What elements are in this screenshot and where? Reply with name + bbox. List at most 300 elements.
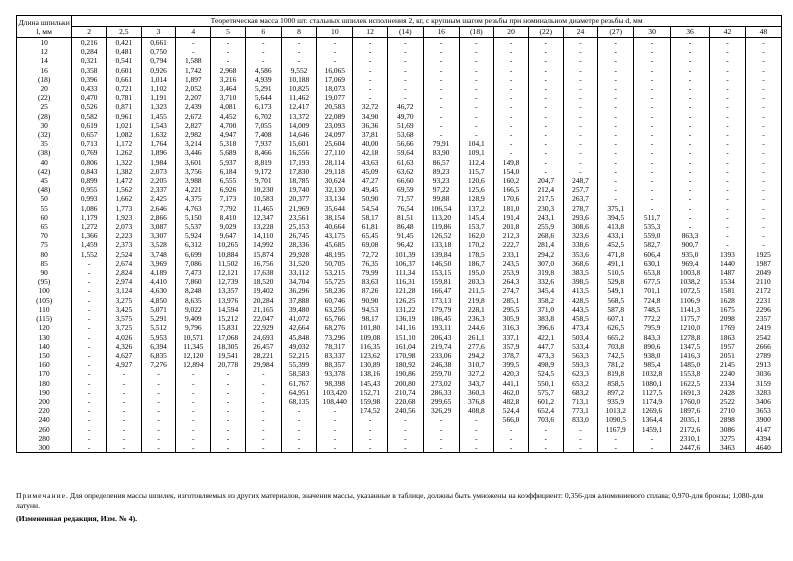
length-cell: 70: [17, 231, 72, 240]
mass-cell: 0,470: [72, 93, 107, 102]
mass-cell: 7,860: [176, 277, 211, 286]
mass-cell: 20,377: [281, 194, 317, 203]
mass-cell: 0,216: [72, 38, 107, 48]
table-row: [17, 342, 782, 351]
mass-cell: 1,662: [107, 194, 142, 203]
mass-cell: 63,256: [317, 305, 353, 314]
mass-cell: -: [528, 121, 563, 130]
mass-cell: -: [245, 56, 281, 65]
mass-cell: 173,13: [423, 296, 459, 305]
mass-cell: 748,5: [634, 305, 671, 314]
mass-cell: 181,0: [494, 204, 529, 213]
mass-cell: -: [72, 296, 107, 305]
mass-cell: -: [387, 56, 423, 65]
mass-cell: 7,276: [141, 360, 176, 369]
mass-cell: -: [598, 56, 634, 65]
mass-cell: 42,18: [353, 148, 388, 157]
mass-cell: 323,6: [563, 231, 598, 240]
table-row: [17, 250, 782, 259]
mass-cell: -: [745, 167, 781, 176]
mass-cell: 2,866: [141, 213, 176, 222]
mass-cell: -: [317, 434, 353, 443]
mass-cell: -: [72, 397, 107, 406]
mass-cell: 307,0: [528, 259, 563, 268]
mass-cell: 1013,2: [598, 406, 634, 415]
table-row: [17, 84, 782, 93]
diameter-header: 20: [494, 27, 529, 38]
mass-cell: -: [563, 75, 598, 84]
mass-cell: 10,583: [245, 194, 281, 203]
mass-cell: 27,110: [317, 148, 353, 157]
mass-cell: 833,0: [563, 415, 598, 424]
mass-cell: 550,1: [528, 379, 563, 388]
mass-cell: 28,336: [281, 240, 317, 249]
mass-cell: 89,23: [423, 167, 459, 176]
mass-cell: -: [459, 75, 494, 84]
length-cell: 150: [17, 351, 72, 360]
mass-cell: -: [710, 204, 746, 213]
mass-cell: 413,8: [598, 222, 634, 231]
table-row: [17, 66, 782, 75]
mass-cell: 1,082: [107, 130, 142, 139]
mass-cell: -: [423, 130, 459, 139]
mass-cell: -: [634, 66, 671, 75]
mass-cell: 422,1: [528, 333, 563, 342]
mass-cell: -: [387, 434, 423, 443]
mass-cell: 193,11: [423, 323, 459, 332]
mass-cell: 4,081: [211, 102, 246, 111]
mass-cell: 152,71: [353, 388, 388, 397]
table-row: [17, 130, 782, 139]
mass-cell: 9,409: [176, 314, 211, 323]
mass-cell: 2049: [745, 268, 781, 277]
table-row: [17, 47, 782, 56]
mass-cell: -: [598, 93, 634, 102]
mass-cell: -: [598, 66, 634, 75]
mass-cell: 170,2: [459, 240, 494, 249]
mass-cell: 76,54: [387, 204, 423, 213]
mass-cell: -: [598, 112, 634, 121]
mass-cell: 897,2: [598, 388, 634, 397]
mass-cell: 14,992: [245, 240, 281, 249]
length-cell: 35: [17, 139, 72, 148]
mass-cell: 563,3: [563, 351, 598, 360]
mass-cell: 128,9: [459, 194, 494, 203]
mass-cell: -: [176, 38, 211, 48]
mass-cell: 1,172: [107, 139, 142, 148]
mass-cell: -: [72, 268, 107, 277]
mass-cell: 174,52: [353, 406, 388, 415]
mass-cell: 2,052: [176, 84, 211, 93]
mass-cell: 938,0: [634, 351, 671, 360]
mass-cell: 510,5: [598, 268, 634, 277]
mass-cell: -: [494, 47, 529, 56]
mass-cell: -: [353, 425, 388, 434]
mass-cell: 9,022: [176, 305, 211, 314]
mass-cell: 2231: [745, 296, 781, 305]
mass-cell: -: [317, 38, 353, 48]
mass-cell: 1675: [710, 305, 746, 314]
mass-cell: -: [211, 443, 246, 453]
mass-cell: -: [634, 443, 671, 453]
mass-cell: 345,4: [528, 286, 563, 295]
mass-cell: 179,79: [423, 305, 459, 314]
mass-cell: -: [72, 277, 107, 286]
mass-cell: 20,778: [211, 360, 246, 369]
footnote: [16, 491, 786, 511]
mass-cell: 858,5: [598, 379, 634, 388]
mass-cell: -: [353, 47, 388, 56]
table-row: [17, 158, 782, 167]
mass-cell: 8,248: [176, 286, 211, 295]
mass-cell: 66,60: [387, 176, 423, 185]
mass-cell: -: [494, 139, 529, 148]
mass-cell: 1,455: [141, 112, 176, 121]
mass-cell: 10,825: [281, 84, 317, 93]
mass-cell: -: [141, 397, 176, 406]
mass-cell: 1174,9: [634, 397, 671, 406]
mass-cell: 133,18: [423, 240, 459, 249]
mass-cell: 3,725: [107, 323, 142, 332]
mass-cell: 145,4: [459, 213, 494, 222]
mass-cell: 9,172: [245, 167, 281, 176]
mass-cell: -: [671, 38, 710, 48]
mass-cell: -: [710, 176, 746, 185]
mass-cell: 90,90: [353, 296, 388, 305]
mass-cell: 278,7: [563, 204, 598, 213]
mass-cell: 2,524: [107, 250, 142, 259]
mass-cell: 96,42: [387, 240, 423, 249]
mass-cell: -: [387, 75, 423, 84]
length-cell: 85: [17, 259, 72, 268]
mass-cell: 8,819: [245, 158, 281, 167]
mass-cell: 12,894: [176, 360, 211, 369]
mass-cell: -: [107, 443, 142, 453]
mass-cell: 428,5: [563, 296, 598, 305]
mass-cell: -: [494, 38, 529, 48]
diameter-header: 12: [353, 27, 388, 38]
mass-cell: 1175,7: [671, 314, 710, 323]
mass-cell: -: [710, 158, 746, 167]
mass-cell: 243,5: [494, 259, 529, 268]
mass-cell: 253,9: [494, 268, 529, 277]
mass-cell: 969,4: [671, 259, 710, 268]
mass-cell: -: [745, 47, 781, 56]
mass-cell: -: [176, 406, 211, 415]
mass-cell: -: [245, 406, 281, 415]
mass-cell: 55,399: [281, 360, 317, 369]
mass-cell: 396,6: [528, 323, 563, 332]
length-cell: 200: [17, 397, 72, 406]
diameter-header: 10: [317, 27, 353, 38]
mass-cell: -: [563, 425, 598, 434]
mass-cell: 15,601: [281, 139, 317, 148]
mass-cell: 1,191: [141, 93, 176, 102]
mass-cell: -: [459, 56, 494, 65]
mass-cell: 295,5: [494, 305, 529, 314]
mass-cell: 12,739: [211, 277, 246, 286]
mass-cell: 115,7: [459, 167, 494, 176]
mass-cell: 3,425: [107, 305, 142, 314]
mass-cell: 653,2: [563, 379, 598, 388]
mass-cell: -: [598, 194, 634, 203]
mass-cell: 1925: [745, 250, 781, 259]
mass-cell: -: [671, 112, 710, 121]
mass-cell: -: [528, 102, 563, 111]
mass-cell: -: [72, 406, 107, 415]
mass-cell: -: [459, 425, 494, 434]
mass-cell: 116,31: [387, 277, 423, 286]
mass-cell: 2,824: [107, 268, 142, 277]
mass-cell: 159,98: [353, 397, 388, 406]
mass-cell: 1,764: [141, 139, 176, 148]
mass-cell: 32,72: [353, 102, 388, 111]
mass-cell: -: [211, 379, 246, 388]
mass-cell: 13,372: [281, 112, 317, 121]
mass-cell: 11,345: [176, 342, 211, 351]
mass-cell: 71,57: [387, 194, 423, 203]
mass-cell: 1,322: [107, 158, 142, 167]
mass-cell: 1,179: [72, 213, 107, 222]
mass-cell: -: [72, 443, 107, 453]
mass-cell: 145,43: [353, 379, 388, 388]
mass-cell: 4,452: [211, 112, 246, 121]
mass-cell: 2428: [710, 388, 746, 397]
mass-cell: 19,740: [281, 185, 317, 194]
mass-cell: 230,3: [528, 204, 563, 213]
mass-cell: -: [563, 93, 598, 102]
mass-cell: 16,756: [245, 259, 281, 268]
mass-cell: 50,705: [317, 259, 353, 268]
mass-cell: 0,582: [72, 112, 107, 121]
mass-cell: -: [671, 204, 710, 213]
mass-cell: 3,214: [176, 139, 211, 148]
mass-cell: 0,657: [72, 130, 107, 139]
mass-cell: 3283: [745, 388, 781, 397]
mass-cell: -: [72, 434, 107, 443]
mass-cell: 123,62: [353, 351, 388, 360]
mass-cell: -: [745, 102, 781, 111]
mass-cell: -: [494, 56, 529, 65]
mass-cell: 25,604: [317, 139, 353, 148]
mass-cell: 677,5: [634, 277, 671, 286]
mass-cell: 7,173: [211, 194, 246, 203]
mass-cell: 5,644: [245, 93, 281, 102]
mass-cell: 3,748: [141, 250, 176, 259]
mass-cell: 6,394: [141, 342, 176, 351]
mass-cell: -: [281, 415, 317, 424]
mass-cell: 160,2: [494, 176, 529, 185]
mass-cell: 58,17: [353, 213, 388, 222]
mass-cell: 79,99: [353, 268, 388, 277]
mass-cell: -: [671, 130, 710, 139]
mass-cell: 248,7: [563, 176, 598, 185]
mass-cell: 5,291: [141, 314, 176, 323]
mass-cell: 11,462: [281, 93, 317, 102]
mass-cell: 4,630: [141, 286, 176, 295]
mass-cell: -: [211, 388, 246, 397]
length-cell: (48): [17, 185, 72, 194]
mass-cell: 1,366: [72, 231, 107, 240]
mass-cell: 0,961: [107, 112, 142, 121]
mass-cell: -: [353, 75, 388, 84]
mass-cell: 14,594: [211, 305, 246, 314]
mass-cell: 30,624: [317, 176, 353, 185]
mass-cell: -: [598, 139, 634, 148]
mass-cell: -: [107, 379, 142, 388]
mass-cell: -: [353, 38, 388, 48]
mass-cell: 109,1: [459, 148, 494, 157]
mass-cell: 0,421: [107, 38, 142, 48]
mass-cell: 53,215: [317, 268, 353, 277]
mass-cell: 433,1: [598, 231, 634, 240]
mass-cell: 153,7: [459, 222, 494, 231]
mass-cell: 42,664: [281, 323, 317, 332]
mass-cell: 473,3: [528, 351, 563, 360]
mass-cell: 843,3: [634, 333, 671, 342]
mass-cell: 130,89: [353, 360, 388, 369]
mass-cell: -: [563, 130, 598, 139]
mass-cell: 38,154: [317, 213, 353, 222]
mass-cell: 4,026: [107, 333, 142, 342]
mass-cell: -: [176, 47, 211, 56]
mass-cell: -: [423, 434, 459, 443]
mass-cell: 137,2: [459, 204, 494, 213]
mass-cell: 6,184: [211, 167, 246, 176]
mass-cell: 255,9: [528, 222, 563, 231]
mass-cell: 136,19: [387, 314, 423, 323]
mass-cell: -: [598, 102, 634, 111]
mass-cell: 17,069: [317, 75, 353, 84]
mass-cell: 59,64: [387, 148, 423, 157]
mass-cell: -: [317, 56, 353, 65]
mass-cell: -: [72, 351, 107, 360]
mass-cell: 68,276: [317, 323, 353, 332]
mass-cell: -: [494, 102, 529, 111]
mass-cell: 53,68: [387, 130, 423, 139]
mass-cell: 98,398: [317, 379, 353, 388]
mass-cell: -: [528, 56, 563, 65]
mass-cell: -: [528, 139, 563, 148]
mass-cell: -: [72, 425, 107, 434]
mass-cell: 1863: [710, 333, 746, 342]
mass-cell: -: [563, 148, 598, 157]
mass-cell: 21,969: [281, 204, 317, 213]
length-cell: 40: [17, 158, 72, 167]
mass-cell: 5,071: [141, 305, 176, 314]
mass-cell: -: [141, 443, 176, 453]
length-cell: (42): [17, 167, 72, 176]
table-row: [17, 176, 782, 185]
mass-cell: 281,4: [528, 240, 563, 249]
mass-cell: 2110: [745, 277, 781, 286]
mass-cell: 7,473: [176, 268, 211, 277]
mass-cell: 1278,8: [671, 333, 710, 342]
table-row: [17, 93, 782, 102]
table-row: [17, 305, 782, 314]
mass-cell: -: [387, 93, 423, 102]
mass-cell: 17,193: [281, 158, 317, 167]
mass-cell: -: [459, 443, 494, 453]
mass-cell: -: [176, 434, 211, 443]
diameter-header: 16: [423, 27, 459, 38]
mass-cell: -: [494, 75, 529, 84]
mass-cell: 7,086: [176, 259, 211, 268]
mass-cell: 51,69: [387, 121, 423, 130]
mass-cell: 61,81: [353, 222, 388, 231]
mass-cell: -: [598, 75, 634, 84]
mass-cell: -: [745, 158, 781, 167]
mass-cell: 360,3: [459, 388, 494, 397]
mass-cell: -: [563, 139, 598, 148]
length-cell: 190: [17, 388, 72, 397]
mass-cell: -: [671, 148, 710, 157]
diameter-header: 24: [563, 27, 598, 38]
mass-cell: 170,98: [387, 351, 423, 360]
length-cell: 120: [17, 323, 72, 332]
mass-cell: -: [671, 121, 710, 130]
table-row: [17, 112, 782, 121]
mass-cell: 12,417: [281, 102, 317, 111]
mass-cell: 511,7: [634, 213, 671, 222]
mass-cell: -: [563, 38, 598, 48]
table-row: [17, 406, 782, 415]
mass-cell: 0,619: [72, 121, 107, 130]
mass-cell: 7,937: [245, 139, 281, 148]
mass-cell: -: [317, 415, 353, 424]
mass-cell: 1090,5: [598, 415, 634, 424]
mass-cell: -: [211, 369, 246, 378]
mass-cell: 1106,9: [671, 296, 710, 305]
mass-cell: 5,291: [245, 84, 281, 93]
mass-cell: -: [634, 176, 671, 185]
mass-cell: 3,087: [141, 222, 176, 231]
diameter-header: 2,5: [107, 27, 142, 38]
mass-cell: 17,638: [245, 268, 281, 277]
mass-cell: -: [353, 84, 388, 93]
length-cell: 240: [17, 415, 72, 424]
mass-cell: 443,5: [563, 305, 598, 314]
mass-cell: 582,7: [634, 240, 671, 249]
mass-cell: 37,81: [353, 130, 388, 139]
mass-cell: 0,794: [141, 56, 176, 65]
mass-cell: -: [671, 158, 710, 167]
mass-cell: -: [634, 56, 671, 65]
mass-cell: -: [281, 56, 317, 65]
mass-cell: 13,976: [211, 296, 246, 305]
mass-cell: -: [141, 369, 176, 378]
mass-cell: 524,4: [494, 406, 529, 415]
mass-cell: 19,077: [317, 93, 353, 102]
mass-cell: 166,47: [423, 286, 459, 295]
mass-cell: 26,745: [281, 231, 317, 240]
mass-cell: -: [387, 443, 423, 453]
mass-cell: 86,48: [387, 222, 423, 231]
diameter-header: (22): [528, 27, 563, 38]
length-cell: 25: [17, 102, 72, 111]
mass-cell: 462,0: [494, 388, 529, 397]
length-cell: 50: [17, 194, 72, 203]
mass-cell: 228,1: [459, 305, 494, 314]
mass-cell: 106,37: [387, 259, 423, 268]
mass-cell: -: [563, 84, 598, 93]
mass-cell: 606,4: [634, 250, 671, 259]
mass-cell: 5,537: [176, 222, 211, 231]
mass-cell: 63,62: [387, 167, 423, 176]
mass-cell: 0,899: [72, 176, 107, 185]
mass-cell: 529,8: [598, 277, 634, 286]
mass-cell: 683,2: [563, 388, 598, 397]
